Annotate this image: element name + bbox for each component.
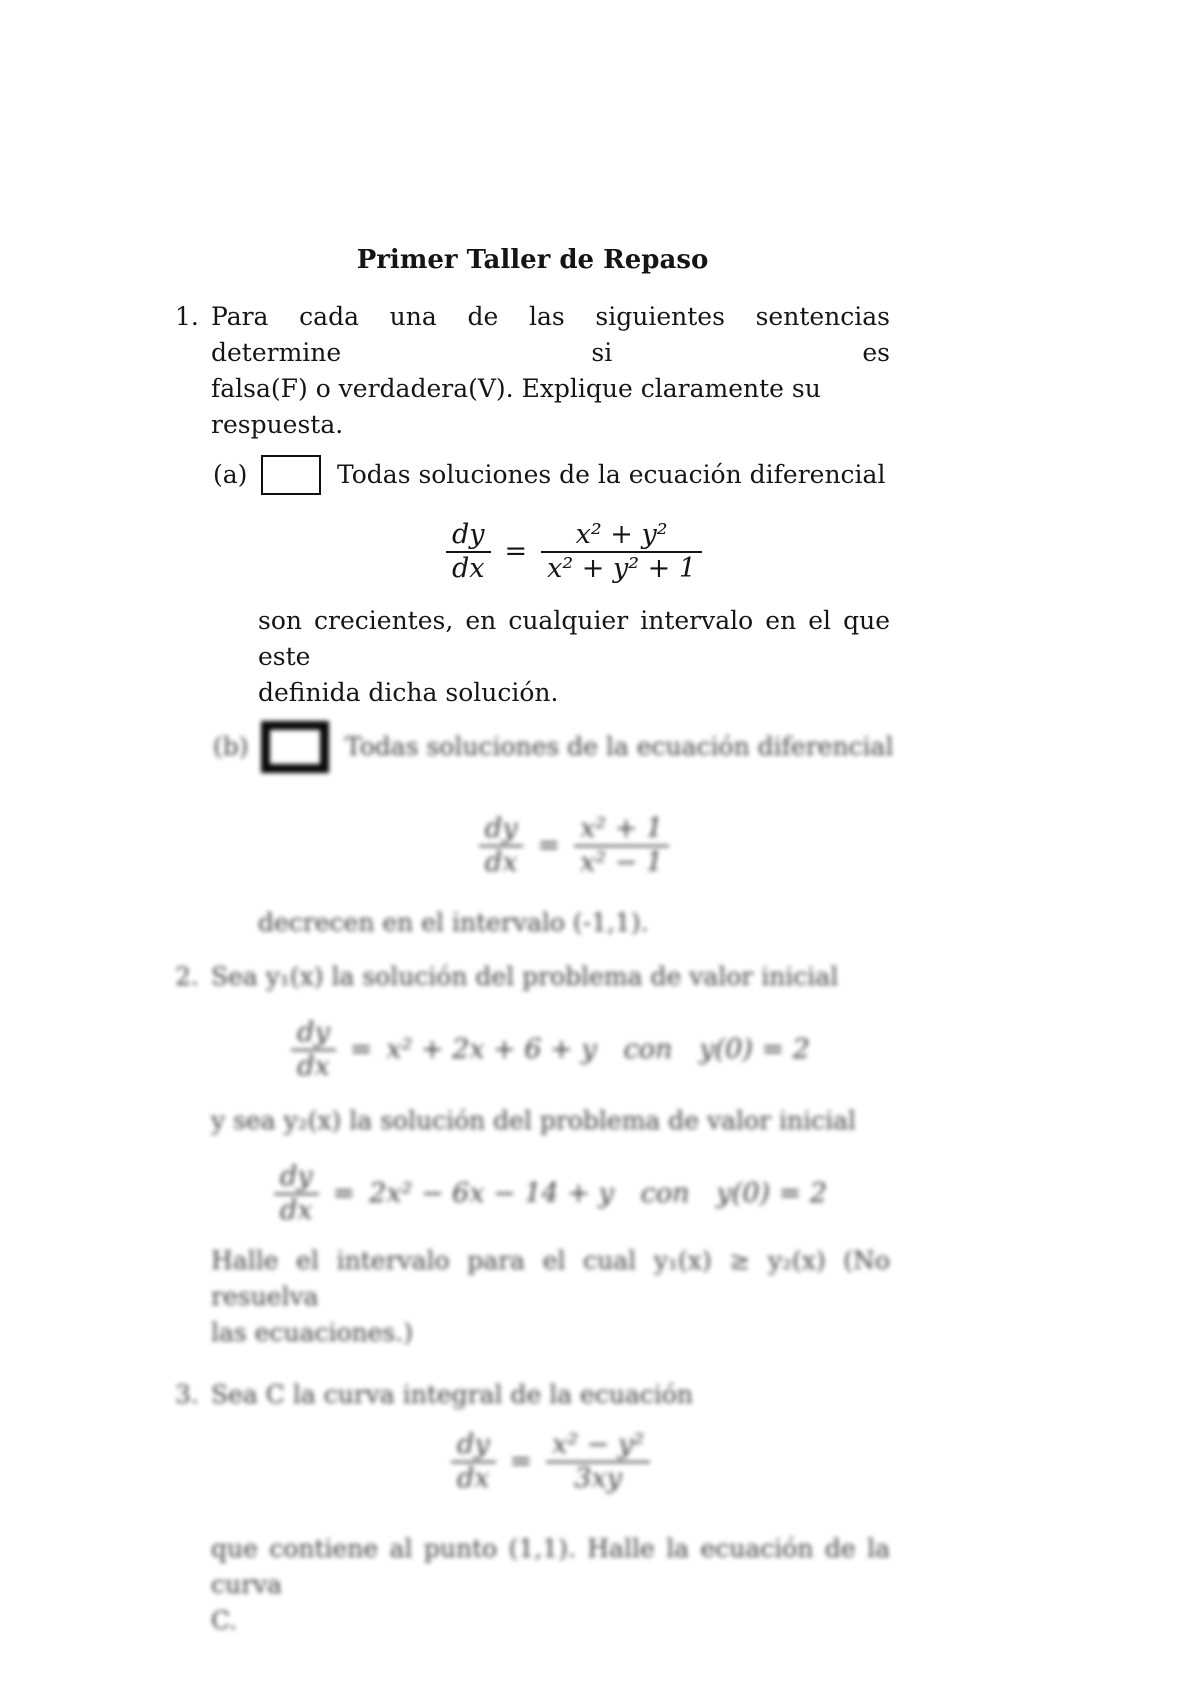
equation-a-rhs-denominator: x² + y² + 1 <box>541 551 702 585</box>
page-content <box>175 245 894 1639</box>
equation-b-equals: = <box>537 830 561 861</box>
problem-2-closing-line2: las ecuaciones.) <box>211 1318 413 1347</box>
low-resolution-section <box>175 721 894 1639</box>
problem-3-closing-line2: C. <box>211 1606 238 1635</box>
equation-b <box>258 813 890 879</box>
equation-2a-rhs: x² + 2x + 6 + y con y(0) = 2 <box>386 1034 810 1065</box>
problem-1-text <box>211 299 890 443</box>
problem-3-closing <box>211 1531 890 1639</box>
equation-3-rhs-fraction <box>546 1429 650 1495</box>
equation-b-rhs-fraction <box>574 813 669 879</box>
subitem-b-continuation: decrecen en el intervalo (-1,1). <box>258 908 649 937</box>
problem-1-text-line2: falsa(F) o verdadera(V). Explique claramente su respuesta. <box>211 374 821 439</box>
equation-3-lhs-denominator: dx <box>451 1461 496 1495</box>
subitem-a <box>213 455 890 495</box>
equation-a-equals: = <box>504 536 528 567</box>
equation-3-lhs-fraction <box>451 1429 496 1495</box>
subitem-b-label: (b) <box>213 732 249 761</box>
equation-2b-lhs-denominator: dx <box>274 1193 319 1227</box>
equation-a-lhs-numerator: dy <box>451 519 485 550</box>
problem-3-closing-line1: que contiene al punto (1,1). Halle la ecuación de la curva <box>211 1534 890 1599</box>
equation-a-rhs-numerator: x² + y² <box>575 519 668 550</box>
problem-1 <box>175 299 890 443</box>
equation-2b-lhs-numerator: dy <box>279 1161 313 1192</box>
equation-b-lhs-fraction <box>479 813 524 879</box>
subitem-a-continuation-line2: definida dicha solución. <box>258 678 559 707</box>
equation-3-rhs-denominator: 3xy <box>546 1461 650 1495</box>
page-title: Primer Taller de Repaso <box>356 245 709 275</box>
equation-a-rhs-fraction <box>541 519 702 585</box>
equation-a-lhs-fraction <box>446 519 491 585</box>
equation-2a-lhs-denominator: dx <box>291 1049 336 1083</box>
equation-2b <box>211 1161 890 1227</box>
problem-2-number: 2. <box>175 962 199 991</box>
equation-3 <box>211 1429 890 1495</box>
problem-1-number: 1. <box>175 302 199 331</box>
answer-checkbox-b[interactable] <box>261 721 329 773</box>
problem-3-intro: Sea C la curva integral de la ecuación <box>211 1380 694 1409</box>
equation-b-rhs-numerator: x² + 1 <box>580 813 664 844</box>
answer-checkbox-a[interactable] <box>261 455 321 495</box>
equation-b-lhs-numerator: dy <box>484 813 518 844</box>
equation-2a-equals: = <box>349 1034 373 1065</box>
equation-2b-lhs-fraction <box>274 1161 319 1227</box>
equation-2b-equals: = <box>332 1178 356 1209</box>
problem-2-intro: Sea y₁(x) la solución del problema de valor inicial <box>211 962 839 991</box>
equation-b-rhs-denominator: x² − 1 <box>574 845 669 879</box>
equation-2b-rhs: 2x² − 6x − 14 + y con y(0) = 2 <box>369 1178 827 1209</box>
equation-2a-lhs-fraction <box>291 1017 336 1083</box>
problem-3 <box>175 1377 890 1413</box>
equation-2a <box>211 1017 890 1083</box>
subitem-a-continuation-line1: son crecientes, en cualquier intervalo en el que este <box>258 606 890 671</box>
problem-2-closing-line1: Halle el intervalo para el cual y₁(x) ≥ y₂(x) (No resuelva <box>211 1246 890 1311</box>
equation-3-rhs-numerator: x² − y² <box>552 1429 645 1460</box>
equation-b-lhs-denominator: dx <box>479 845 524 879</box>
subitem-a-label: (a) <box>213 460 248 489</box>
equation-2a-lhs-numerator: dy <box>297 1017 330 1048</box>
problem-2-middle: y sea y₂(x) la solución del problema de valor inicial <box>211 1106 856 1135</box>
equation-a-lhs-denominator: dx <box>446 551 491 585</box>
subitem-a-continuation <box>258 603 890 711</box>
subitem-b <box>213 721 894 773</box>
problem-3-number: 3. <box>175 1380 199 1409</box>
problem-1-text-line1: Para cada una de las siguientes sentencias determine si es <box>211 302 890 367</box>
subitem-a-statement: Todas soluciones de la ecuación diferencial <box>337 460 886 489</box>
problem-2-closing <box>211 1243 890 1351</box>
equation-a <box>258 519 890 585</box>
equation-3-lhs-numerator: dy <box>456 1429 490 1460</box>
problem-2 <box>175 959 890 995</box>
equation-3-equals: = <box>509 1446 533 1477</box>
subitem-b-statement: Todas soluciones de la ecuación diferencial <box>345 732 894 761</box>
